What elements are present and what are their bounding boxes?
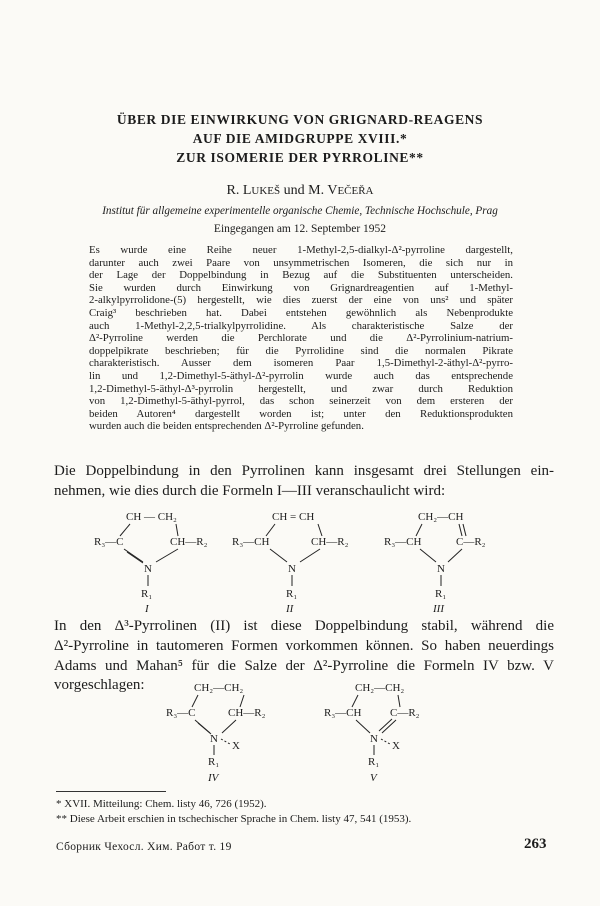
formula-v-x: X — [392, 740, 400, 752]
journal-footer: Сборник Чехосл. Хим. Работ т. 19 — [56, 841, 232, 853]
formula-iv-n: N — [210, 733, 218, 745]
paragraph-line: vorgeschlagen: — [54, 677, 145, 694]
formula-i-top: CH — CH₂ — [126, 511, 177, 523]
formula-iii-top: CH₂—CH — [418, 511, 464, 523]
formula-ii — [232, 511, 349, 615]
formula-ii-top: CH = CH — [272, 511, 315, 523]
formula-iii-r1: R₁ — [435, 588, 447, 600]
formula-ii-right: CH—R₂ — [311, 536, 349, 548]
formula-v-left: R₃—CH — [324, 707, 362, 719]
paragraph-line: nehmen, wie dies durch die Formeln I—III veranschaulicht wird: — [54, 482, 446, 499]
formula-v-n: N — [370, 733, 378, 745]
abstract-line: lin und 1,2-Dimethyl-5-äthyl-Δ²-pyrrolin wurde auch das entsprechende — [89, 369, 513, 382]
formula-i-left: R₃—C — [94, 536, 124, 548]
author-1-initial: R. L — [226, 183, 252, 198]
formula-iv-r1: R₁ — [208, 756, 220, 768]
formula-v-top: CH₂—CH₂ — [355, 682, 405, 694]
author-2-initial: M. V — [308, 183, 338, 198]
authors — [60, 183, 540, 199]
formula-v-label: V — [370, 772, 377, 784]
formula-iv — [166, 682, 266, 784]
paragraph-line: In den Δ³-Pyrrolinen (II) ist diese Doppelbindung stabil, während die — [54, 618, 554, 634]
formula-i — [94, 511, 208, 615]
author-2-rest: EČEŘA — [337, 185, 374, 197]
footnote-2: ** Diese Arbeit erschien in tschechischer Sprache in Chem. listy 47, 541 (1953). — [56, 813, 412, 825]
abstract-line: wurden auch die beiden entsprechenden Δ²-Pyrroline gefunden. — [89, 420, 364, 433]
formula-i-right: CH—R₂ — [170, 536, 208, 548]
formula-i-r1: R₁ — [141, 588, 153, 600]
formula-ii-r1: R₁ — [286, 588, 298, 600]
formula-ii-label: II — [286, 603, 294, 615]
formula-i-label: I — [145, 603, 149, 615]
formula-iii-label: III — [433, 603, 444, 615]
formula-iv-left: R₃—C — [166, 707, 196, 719]
formula-iii — [384, 511, 486, 615]
abstract-line: charakteristisch. Ausser dem isomeren Paar 1,5-Dimethyl-2-äthyl-Δ²-pyrro- — [89, 357, 513, 370]
abstract-line: Es wurde eine Reihe neuer 1-Methyl-2,5-dialkyl-Δ²-pyrroline dargestellt, — [89, 244, 513, 256]
formula-ii-left: R₃—CH — [232, 536, 270, 548]
formula-iv-top: CH₂—CH₂ — [194, 682, 244, 694]
paragraph-line: Δ²-Pyrroline in tautomeren Formen vorkommen können. So haben neuerdings — [54, 637, 554, 654]
paragraph-1 — [54, 462, 554, 502]
formula-iv-x: X — [232, 740, 240, 752]
formulas-i-iii — [0, 500, 600, 615]
formula-iii-right: C—R₂ — [456, 536, 486, 548]
abstract-line: Δ²-Pyrroline werden die Perchlorate und die Δ²-Pyrrolinium-natrium- — [89, 332, 513, 345]
formula-ii-n: N — [288, 563, 296, 575]
article-title-line-3: ZUR ISOMERIE DER PYRROLINE** — [176, 150, 424, 165]
formula-v-r1: R₁ — [368, 756, 380, 768]
formula-iii-n: N — [437, 563, 445, 575]
abstract-line: 2-alkylpyrrolidone-(5) hergestellt, wie dies zuerst der eine von uns² und später — [89, 294, 513, 307]
paragraph-line: Adams und Mahan⁵ für die Salze der Δ²-Pyrroline die Formeln IV bzw. V — [54, 657, 554, 674]
authors-conjunction: und — [280, 183, 309, 198]
formula-iv-label: IV — [208, 772, 219, 784]
abstract-line: darunter auch zwei Paare von unsymmetrischen Isomeren, die sich nur in — [89, 256, 513, 269]
footnote-1: * XVII. Mitteilung: Chem. listy 46, 726 (1952). — [56, 798, 267, 810]
abstract-line: auch 1-Methyl-2,2,5-trialkylpyrrolidine. Als charakteristische Salze der — [89, 319, 513, 332]
abstract-line: doppelpikrate beschrieben; für die Pyrrolidine sind die normalen Pikrate — [89, 344, 513, 357]
formula-iv-right: CH—R₂ — [228, 707, 266, 719]
abstract-line: von 1,2-Dimethyl-5-äthyl-pyrrol, das schon seinerzeit von dem ersteren der — [89, 395, 513, 408]
page-number: 263 — [524, 836, 547, 852]
abstract-line: Craig³ beschrieben hat. Dabei entstehen gewöhnlich als Nebenprodukte — [89, 306, 513, 319]
abstract — [89, 244, 513, 433]
received-date: Eingegangen am 12. September 1952 — [213, 223, 387, 235]
formula-i-n: N — [144, 563, 152, 575]
author-1-rest: UKEŠ — [251, 185, 281, 197]
formula-v-right: C—R₂ — [390, 707, 420, 719]
institute: Institut für allgemeine experimentelle organische Chemie, Technische Hochschule, Prag — [102, 205, 498, 217]
article-title-line-2: AUF DIE AMIDGRUPPE XVIII.* — [192, 131, 408, 146]
article-title-line-1: ÜBER DIE EINWIRKUNG VON GRIGNARD-REAGENS — [116, 112, 484, 127]
abstract-line: beiden Autoren⁴ dargestellt worden ist; unter den Reduktionsprodukten — [89, 407, 513, 420]
abstract-line: der Lage der Doppelbindung in Bezug auf die Substituenten unterscheiden. — [89, 269, 513, 282]
paragraph-line: Die Doppelbindung in den Pyrrolinen kann insgesamt drei Stellungen ein- — [54, 463, 554, 479]
abstract-line: Sie wurden durch Einwirkung von Grignardreagentien auf 1-Methyl- — [89, 281, 513, 294]
footnote-rule — [56, 791, 166, 792]
formulas-iv-v — [0, 675, 600, 785]
formula-iii-left: R₃—CH — [384, 536, 422, 548]
abstract-line: 1,2-Dimethyl-5-äthyl-Δ³-pyrrolin hergestellt, und zwar durch Reduktion — [89, 382, 513, 395]
formula-v — [324, 682, 420, 784]
